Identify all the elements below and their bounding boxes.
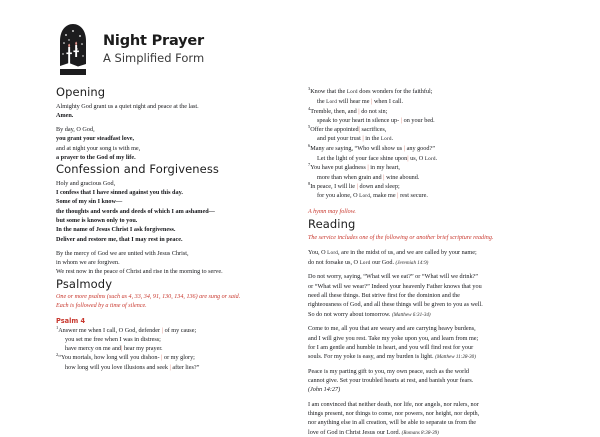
psalm-title: Psalm 4 bbox=[56, 316, 86, 325]
right-column bbox=[308, 85, 542, 437]
opening-verse-2: you grant your steadfast love, bbox=[56, 135, 135, 143]
psalm-verse-5b bbox=[308, 134, 542, 144]
verse-text-end: on your bed. bbox=[403, 116, 435, 124]
reading-5-line-2: things present, nor things to come, nor powers, nor height, nor depth, bbox=[308, 409, 480, 417]
verse-text-end: of my cause; bbox=[164, 326, 197, 334]
verse-text: Offer the appointed bbox=[310, 126, 359, 134]
absolution-line-2: in whom we are forgiven. bbox=[56, 259, 120, 267]
psalm-verse-3b bbox=[308, 97, 542, 107]
page-title: Night Prayer bbox=[103, 33, 204, 50]
absolution-line-1: By the mercy of God we are united with Jesus Christ, bbox=[56, 249, 189, 257]
verse-text: Many are saying, “Who will show us bbox=[310, 145, 403, 153]
psalm-verse-8a bbox=[308, 182, 542, 191]
scripture-citation: (Matthew 11:28-30) bbox=[435, 354, 476, 361]
title-block bbox=[103, 34, 204, 64]
divine-name: Lord bbox=[359, 193, 370, 200]
verse-text: “You mortals, how long will you dishon- bbox=[58, 354, 160, 362]
reading-2-line-5 bbox=[308, 310, 542, 320]
pointing-mark-icon: | bbox=[367, 164, 369, 172]
opening-line-1: Almighty God grant us a quiet night and peace at the last. bbox=[56, 102, 199, 110]
pointing-mark-icon: | bbox=[121, 345, 123, 353]
confession-line-3: Some of my sin I know— bbox=[56, 198, 123, 206]
verse-text: and put your trust bbox=[317, 135, 361, 143]
scripture-citation: (Jeremiah 14:9) bbox=[395, 259, 429, 266]
verse-text-end: wine abound. bbox=[386, 173, 420, 181]
psalm-verse-7b bbox=[308, 173, 542, 182]
reading-2-line-4: righteousness of God, and all these things will be given to you as well. bbox=[308, 301, 483, 309]
psalm-verse-1c bbox=[56, 344, 290, 353]
pointing-mark-icon: | bbox=[403, 145, 406, 153]
verse-text: for you alone, O bbox=[317, 192, 360, 200]
pointing-mark-icon: | bbox=[161, 354, 163, 362]
gothic-window-candle-icon bbox=[56, 23, 90, 75]
pointing-mark-icon: | bbox=[358, 107, 360, 115]
reading-3-line-1: Come to me, all you that are weary and are carrying heavy burdens, bbox=[308, 325, 476, 333]
scripture-citation: (Romans 8:38-39) bbox=[401, 429, 439, 436]
psalm-verse-5a bbox=[308, 125, 542, 134]
pointing-mark-icon: | bbox=[371, 97, 373, 105]
verse-number: 2 bbox=[56, 352, 59, 358]
pointing-mark-icon: | bbox=[169, 363, 171, 371]
verse-text-end: any good?” bbox=[406, 145, 435, 153]
opening-verse-4: a prayer to the God of my life. bbox=[56, 153, 136, 161]
verse-text-end: does wonders for the faithful; bbox=[357, 88, 433, 95]
psalm-verse-6a bbox=[308, 144, 542, 153]
divine-name: Lord bbox=[326, 98, 337, 105]
verse-number: 7 bbox=[308, 162, 311, 168]
reading-2-line-3: need all these things. But strive first for the dominion and the bbox=[308, 292, 460, 300]
divine-name: Lord bbox=[359, 259, 371, 266]
psalm-verse-4a bbox=[308, 107, 542, 116]
verse-text: You have put gladness bbox=[310, 164, 366, 172]
verse-text-end: down and sleep; bbox=[359, 182, 400, 190]
verse-text: more than when grain and bbox=[317, 173, 382, 181]
reading-4-line-2: cannot give. Set your troubled hearts at rest, and banish your fears. bbox=[308, 377, 474, 385]
reading-1-line-1 bbox=[308, 248, 542, 258]
psalm-verse-1a bbox=[56, 326, 290, 335]
verse-text: Tremble, then, and bbox=[310, 107, 357, 115]
reading-3-line-4 bbox=[308, 352, 542, 362]
psalm-verse-7a bbox=[308, 163, 542, 172]
reading-text: souls. For my yoke is easy, and my burden is light. bbox=[308, 353, 434, 361]
reading-5-line-4 bbox=[308, 428, 542, 437]
psalm-verse-8b bbox=[308, 191, 542, 201]
verse-text-end: after lies?” bbox=[172, 363, 200, 371]
opening-amen: Amen. bbox=[56, 111, 74, 119]
confession-line-2: I confess that I have sinned against you this day. bbox=[56, 189, 183, 197]
reading-2-line-1: Do not worry, saying, “What will we eat?” or “What will we drink?” bbox=[308, 273, 479, 281]
reading-text-end: our God. bbox=[370, 258, 394, 266]
pointing-mark-icon: | bbox=[400, 116, 403, 124]
reading-text-end: , are in the midst of us, and we are called by your name; bbox=[338, 248, 477, 256]
reading-4-line-1: Peace is my parting gift to you, my own peace, such as the world bbox=[308, 367, 470, 375]
verse-text-mid: will hear me bbox=[337, 97, 370, 105]
verse-text: have mercy on me and bbox=[65, 345, 122, 353]
verse-number: 6 bbox=[308, 143, 311, 149]
reading-rubric: The service includes one of the following or another brief scripture reading. bbox=[308, 234, 494, 241]
verse-number: 5 bbox=[308, 124, 311, 130]
reading-2-line-2: or “What will we wear?” Indeed your heavenly Father knows that you bbox=[308, 282, 482, 290]
reading-1-line-2 bbox=[308, 258, 542, 268]
psalm-verse-3a bbox=[308, 87, 542, 97]
verse-text: how long will you love illusions and seek bbox=[65, 363, 168, 371]
confession-line-1: Holy and gracious God, bbox=[56, 179, 116, 187]
verse-text: In peace, I will lie bbox=[310, 182, 356, 190]
reading-text: love of God in Christ Jesus our Lord. bbox=[308, 428, 401, 436]
pointing-mark-icon: | bbox=[362, 135, 364, 143]
verse-text: the bbox=[317, 97, 327, 105]
verse-text-mid: in the bbox=[365, 135, 381, 143]
verse-text-mid: us, O bbox=[410, 154, 425, 162]
reading-3-line-3: for I am gentle and humble in heart, and you will find rest for your bbox=[308, 343, 474, 351]
divine-name: Lord bbox=[327, 249, 339, 256]
psalm-verse-6b bbox=[308, 154, 542, 164]
section-heading-confession: Confession and Forgiveness bbox=[56, 162, 220, 177]
divine-name: Lord bbox=[380, 136, 392, 143]
verse-text-end: hear my prayer. bbox=[123, 345, 163, 353]
divine-name: Lord bbox=[424, 155, 436, 162]
confession-line-4: the thoughts and words and deeds of which I am ashamed— bbox=[56, 207, 215, 215]
confession-line-7: Deliver and restore me, that I may rest in peace. bbox=[56, 235, 183, 243]
scripture-citation: (Matthew 6:31-34) bbox=[391, 311, 431, 318]
confession-line-5: but some is known only to you. bbox=[56, 216, 138, 224]
psalm-verse-1b: you set me free when I was in distress; bbox=[65, 335, 161, 343]
reading-text: do not forsake us, O bbox=[308, 258, 360, 266]
divine-name: Lord bbox=[346, 89, 358, 95]
psalmody-rubric-line-1: One or more psalms (such as 4, 33, 34, 91, 130, 134, 136) are sung or said. bbox=[56, 294, 241, 301]
psalm-verse-2a bbox=[56, 353, 290, 362]
verse-text-mid: , make me bbox=[370, 192, 396, 200]
reading-5-line-3: nor anything else in all creation, will be able to separate us from the bbox=[308, 419, 477, 427]
reading-text: You, O bbox=[308, 248, 328, 256]
reading-5-line-1: I am convinced that neither death, nor life, nor angels, nor rulers, nor bbox=[308, 400, 479, 408]
verse-text-end: do not sin; bbox=[361, 107, 388, 115]
verse-text-end: sacrifices, bbox=[361, 126, 387, 134]
verse-text-end: . bbox=[435, 154, 438, 162]
reading-text: So do not worry about tomorrow. bbox=[308, 310, 391, 318]
section-heading-psalmody: Psalmody bbox=[56, 276, 113, 291]
verse-number: 3 bbox=[308, 85, 311, 91]
verse-text-end: when I call. bbox=[373, 97, 403, 105]
reading-3-line-2: and I will give you rest. Take my yoke upon you, and learn from me; bbox=[308, 334, 479, 342]
verse-number: 8 bbox=[308, 180, 311, 186]
psalm-verse-4b bbox=[308, 116, 542, 125]
verse-text-end: rest secure. bbox=[400, 192, 428, 200]
page-subtitle: A Simplified Form bbox=[103, 50, 205, 65]
verse-text: Know that the bbox=[310, 88, 347, 95]
verse-text-end: in my heart, bbox=[370, 164, 400, 172]
pointing-mark-icon: | bbox=[358, 126, 360, 134]
verse-text-end: . bbox=[391, 135, 394, 143]
pointing-mark-icon: | bbox=[356, 182, 358, 190]
verse-number: 1 bbox=[56, 324, 59, 330]
verse-text-end: or my glory; bbox=[163, 354, 195, 362]
left-column bbox=[56, 85, 290, 372]
opening-verse-1: By day, O God, bbox=[56, 126, 95, 134]
pointing-mark-icon: | bbox=[407, 154, 409, 162]
opening-verse-3: and at night your song is with me, bbox=[56, 144, 141, 152]
psalmody-rubric-line-2: Each is followed by a time of silence. bbox=[56, 303, 147, 310]
hymn-rubric: A hymn may follow. bbox=[308, 209, 356, 216]
pointing-mark-icon: | bbox=[397, 192, 399, 200]
masthead bbox=[56, 20, 544, 78]
verse-text: Let the light of your face shine upon bbox=[317, 154, 408, 162]
absolution-line-3: We rest now in the peace of Christ and rise in the morning to serve. bbox=[56, 268, 223, 276]
section-heading-reading: Reading bbox=[308, 217, 356, 232]
section-heading-opening: Opening bbox=[56, 85, 106, 99]
verse-text: speak to your heart in silence up- bbox=[317, 116, 400, 124]
pointing-mark-icon: | bbox=[161, 326, 164, 334]
pointing-mark-icon: | bbox=[383, 173, 385, 181]
verse-number: 4 bbox=[308, 105, 311, 111]
psalm-verse-2b bbox=[56, 363, 290, 372]
confession-line-6: In the name of Jesus Christ I ask forgiveness. bbox=[56, 226, 176, 234]
verse-text: Answer me when I call, O God, defender bbox=[58, 326, 161, 334]
two-column-body bbox=[56, 85, 544, 437]
reading-4-citation: (John 14:27) bbox=[308, 386, 341, 394]
